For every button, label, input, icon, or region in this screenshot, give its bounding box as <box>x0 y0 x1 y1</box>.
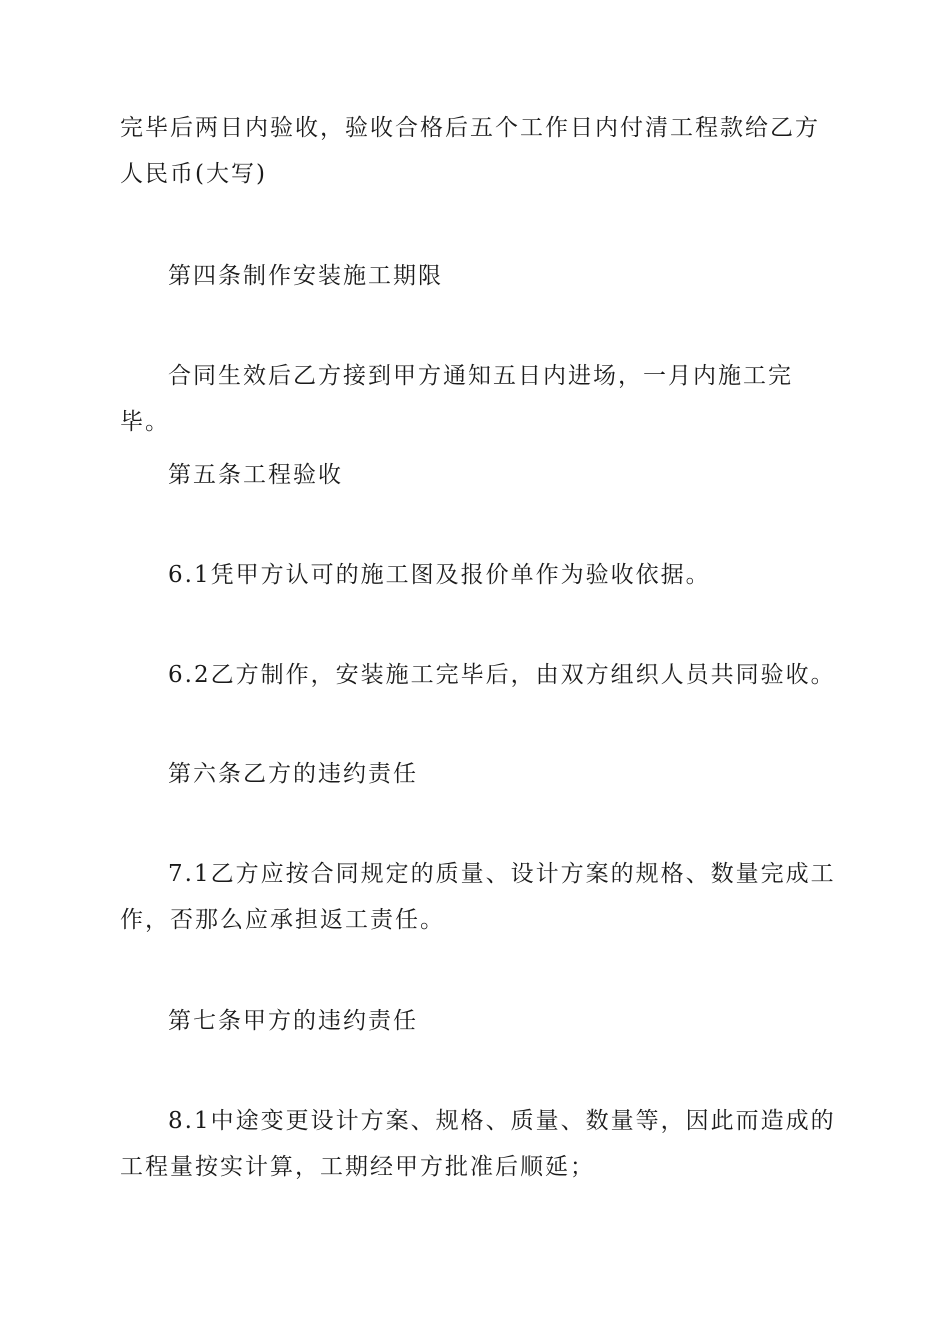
heading-article-4: 第四条制作安装施工期限 <box>168 263 443 289</box>
paragraph-6-2: 6.2乙方制作，安装施工完毕后，由双方组织人员共同验收。 <box>168 662 836 688</box>
heading-article-6: 第六条乙方的违约责任 <box>168 761 418 787</box>
paragraph-8-1: 8.1中途变更设计方案、规格、质量、数量等，因此而造成的工程量按实计算，工期经甲方批准后顺延； <box>120 1108 836 1180</box>
heading-article-7: 第七条甲方的违约责任 <box>168 1008 418 1034</box>
paragraph-construction-period: 合同生效后乙方接到甲方通知五日内进场，一月内施工完毕。 <box>120 363 793 435</box>
heading-article-5: 第五条工程验收 <box>168 462 343 488</box>
paragraph-7-1: 7.1乙方应按合同规定的质量、设计方案的规格、数量完成工作，否那么应承担返工责任。 <box>120 861 836 933</box>
paragraph-6-1: 6.1凭甲方认可的施工图及报价单作为验收依据。 <box>168 562 711 588</box>
paragraph-payment-terms: 完毕后两日内验收，验收合格后五个工作日内付清工程款给乙方人民币(大写) <box>120 115 820 187</box>
